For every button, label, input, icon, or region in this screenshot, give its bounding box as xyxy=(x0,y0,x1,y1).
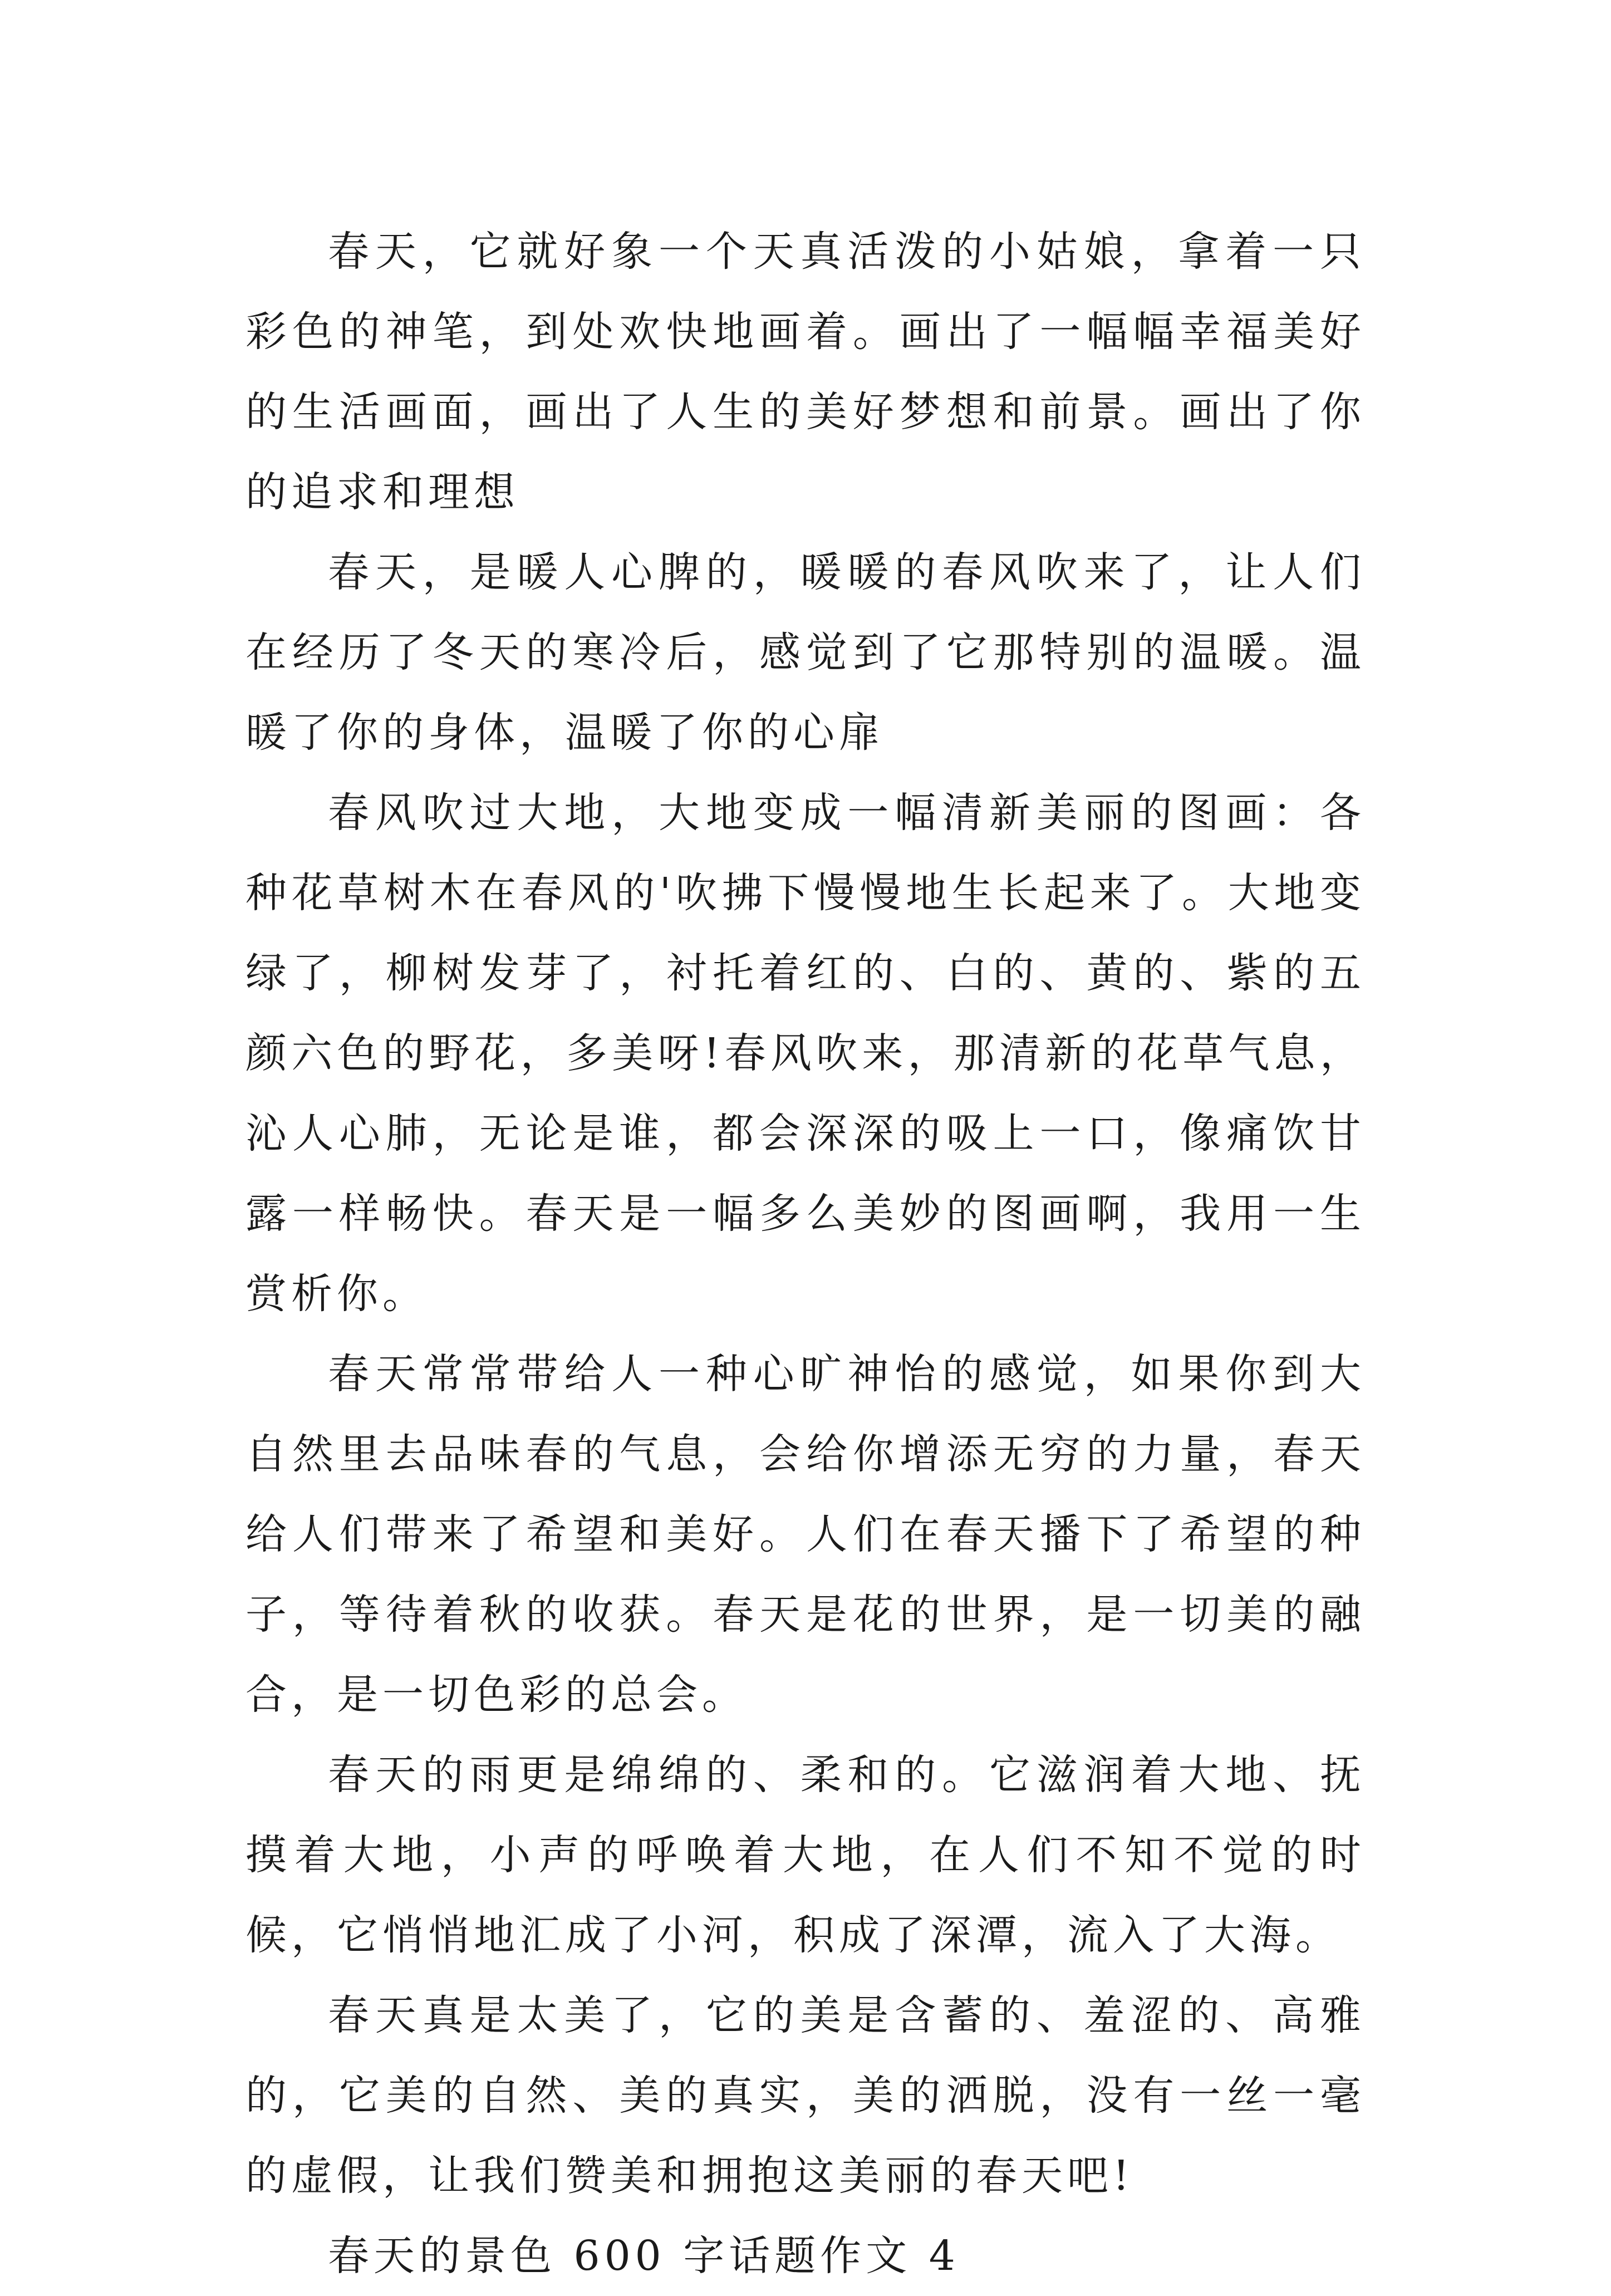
paragraph: 春天，是暖人心脾的，暖暖的春风吹来了，让人们在经历了冬天的寒冷后，感觉到了它那特别的温暖。温暖了你的身体，温暖了你的心扉 xyxy=(245,548,1366,757)
paragraph: 春天真是太美了，它的美是含蓄的、羞涩的、高雅的，它美的自然、美的真实，美的洒脱，没有一丝一毫的虚假，让我们赞美和拥抱这美丽的春天吧! xyxy=(245,1991,1366,2200)
paragraph: 春天，它就好象一个天真活泼的小姑娘，拿着一只彩色的神笔，到处欢快地画着。画出了一幅幅幸福美好的生活画面，画出了人生的美好梦想和前景。画出了你的追求和理想 xyxy=(245,228,1366,516)
paragraph: 春天的雨更是绵绵的、柔和的。它滋润着大地、抚摸着大地，小声的呼唤着大地，在人们不知不觉的时候，它悄悄地汇成了小河，积成了深潭，流入了大海。 xyxy=(245,1751,1366,1959)
paragraph: 春风吹过大地，大地变成一幅清新美丽的图画：各种花草树木在春风的'吹拂下慢慢地生长起来了。大地变绿了，柳树发芽了，衬托着红的、白的、黄的、紫的五颜六色的野花，多美呀!春风吹来，那清新的花草气息，沁人心肺，无论是谁，都会深深的吸上一口，像痛饮甘露一样畅快。春天是一幅多么美妙的图画啊，我用一生赏析你。 xyxy=(245,789,1366,1318)
document-body xyxy=(245,212,1366,2296)
paragraph: 春天常常带给人一种心旷神怡的感觉，如果你到大自然里去品味春的气息，会给你增添无穷的力量，春天给人们带来了希望和美好。人们在春天播下了希望的种子，等待着秋的收获。春天是花的世界，是一切美的融合，是一切色彩的总会。 xyxy=(245,1350,1366,1719)
section-heading: 春天的景色 600 字话题作文 4 xyxy=(328,2232,960,2280)
